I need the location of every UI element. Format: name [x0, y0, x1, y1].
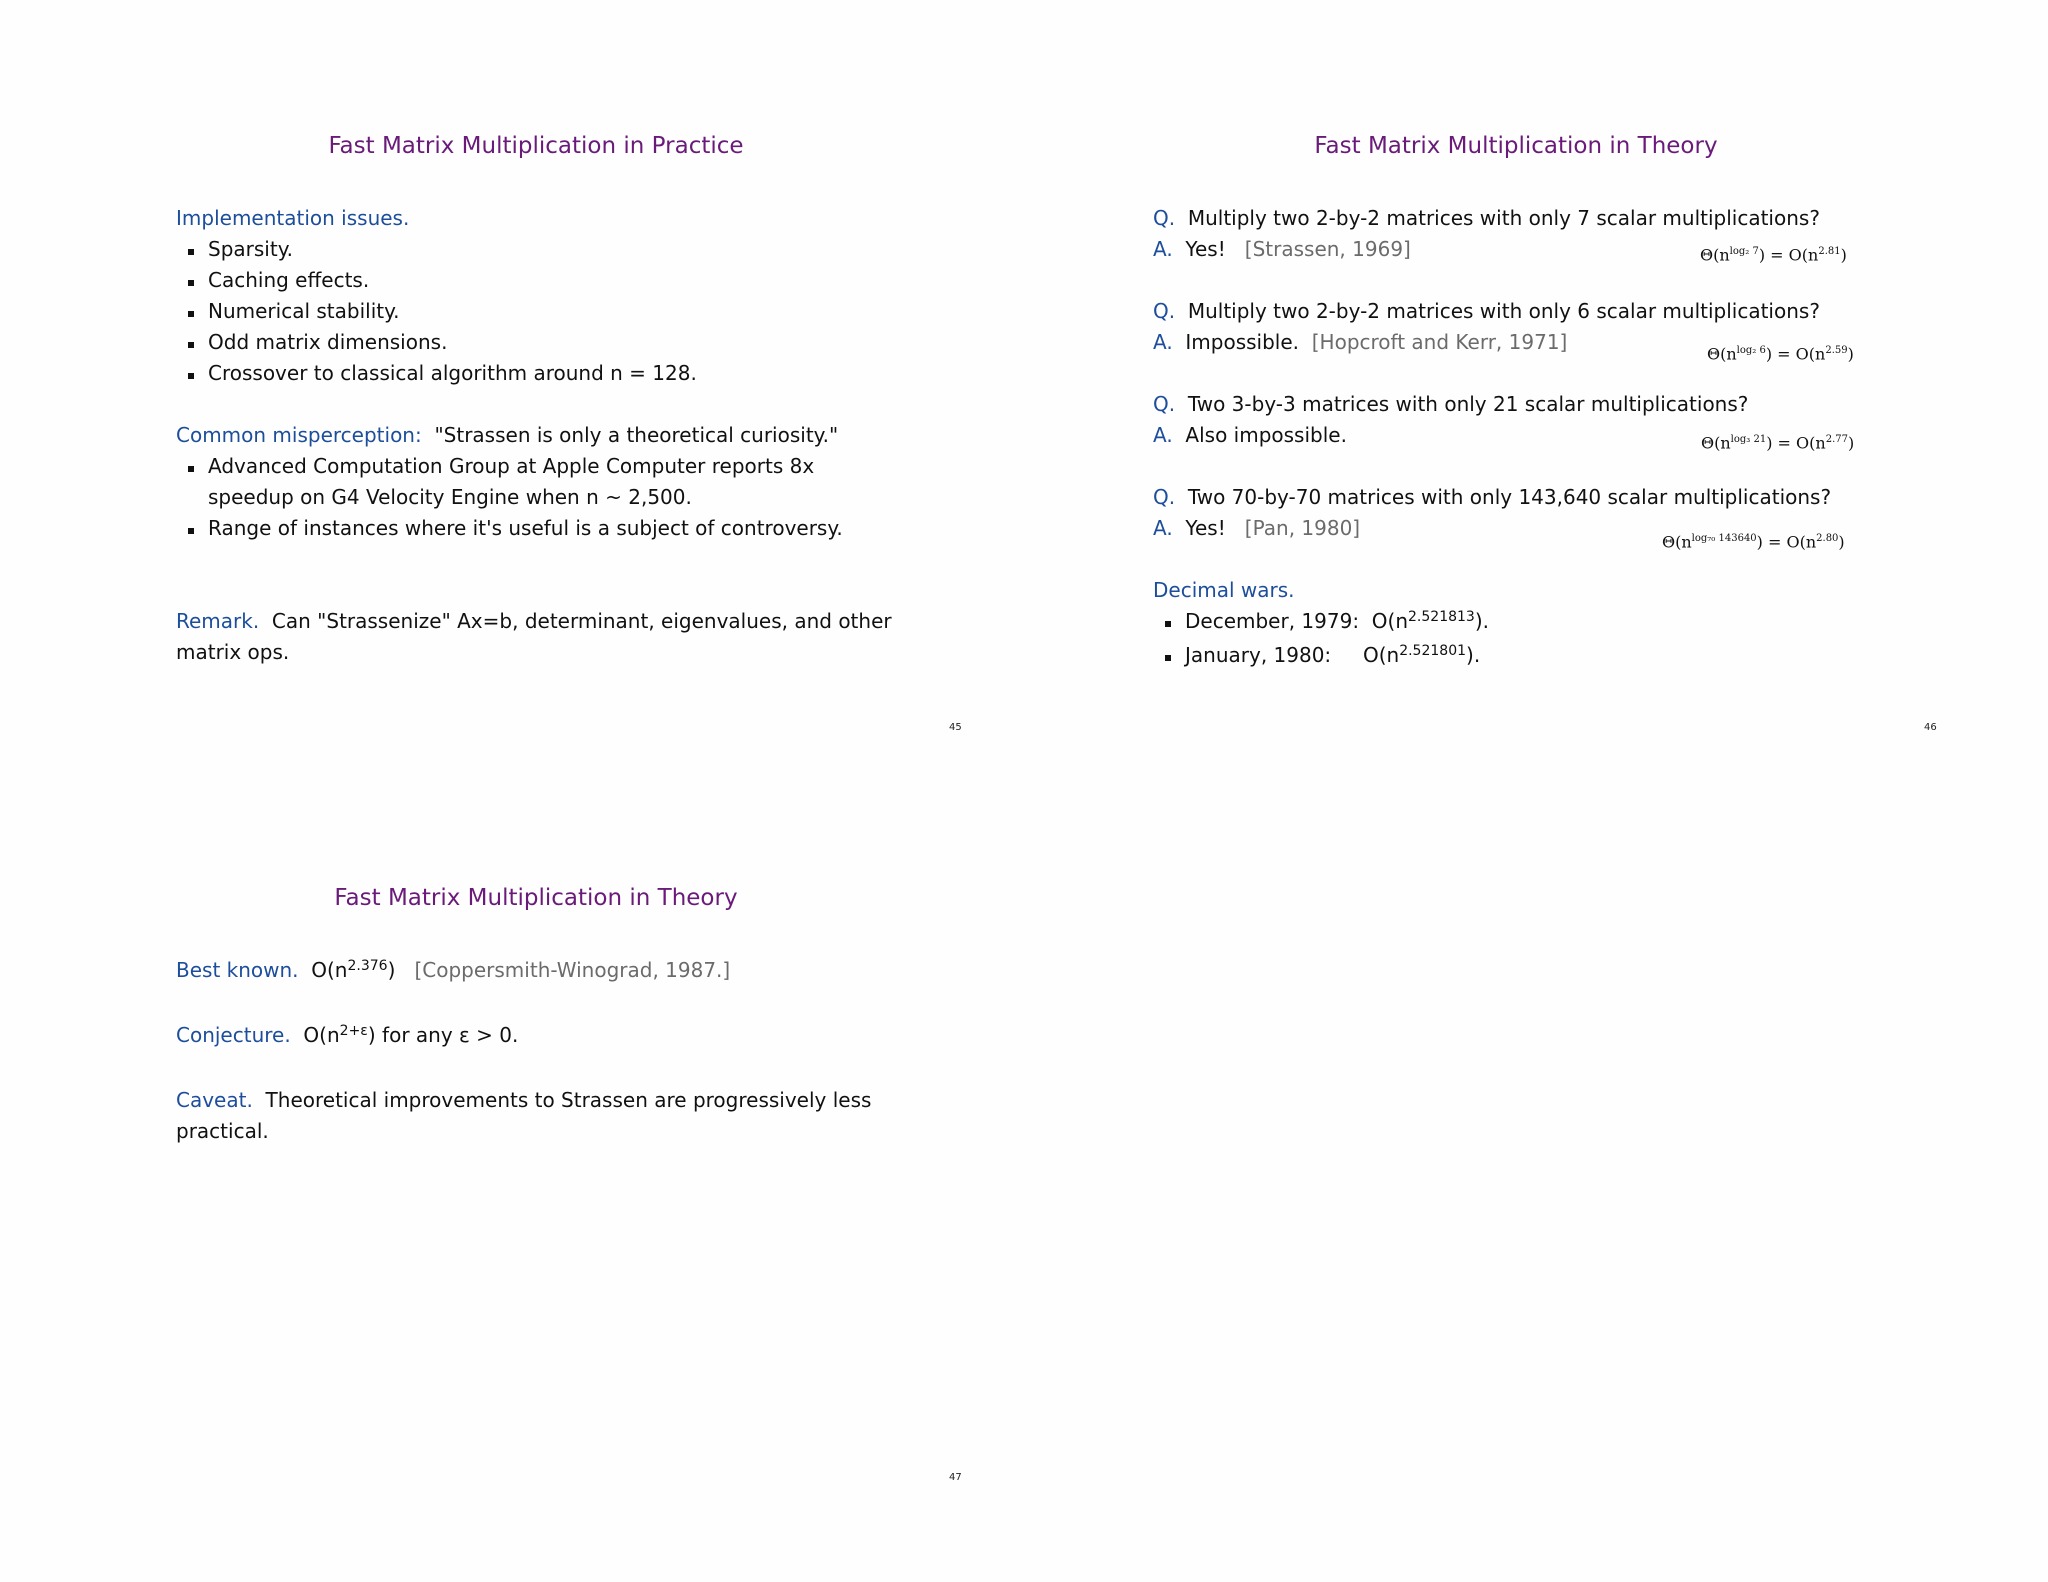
conjecture-line: Conjecture. $O(n^{2+\varepsilon})$ for any ε > 0. — [176, 1023, 519, 1047]
war-date: December, 1979: — [1185, 609, 1360, 633]
complexity-formula: $\Theta(n^{log_{70} 143640}) = O(n^{2.80})$ — [1662, 532, 1845, 552]
qa-answer — [1153, 513, 1996, 552]
list-item: Caching effects. — [176, 265, 1016, 296]
complexity-formula: $\Theta(n^{log_3 21}) = O(n^{2.77})$ — [1701, 433, 1855, 453]
qa-question — [1153, 389, 1996, 420]
list-item: January, 1980: $O(n^{2.521801})$. — [1153, 640, 1996, 674]
decimal-wars-list — [1153, 606, 1996, 674]
list-item: December, 1979: $O(n^{2.521813})$. — [1153, 606, 1996, 640]
remark-line — [176, 606, 1016, 637]
implementation-list — [176, 234, 1016, 389]
qa-question — [1153, 482, 1996, 513]
list-item: Crossover to classical algorithm around n = 128. — [176, 358, 1016, 389]
best-known-label: Best known. — [176, 958, 299, 982]
war-date: January, 1980: — [1185, 643, 1332, 667]
reference: [Hopcroft and Kerr, 1971] — [1311, 330, 1568, 354]
list-item: Range of instances where it's useful is a subject of controversy. — [176, 513, 1016, 544]
implementation-label: Implementation issues. — [176, 206, 410, 230]
list-item: Sparsity. — [176, 234, 1016, 265]
caveat-line — [176, 1085, 1016, 1116]
qa-answer — [1153, 420, 1996, 451]
complexity-formula: $\Theta(n^{log_2 6}) = O(n^{2.59})$ — [1707, 344, 1854, 364]
page-number: 45 — [949, 722, 962, 733]
a-label: A. — [1153, 330, 1173, 354]
misperception-line — [176, 420, 1016, 451]
question-text: Two 3-by-3 matrices with only 21 scalar multiplications? — [1187, 392, 1749, 416]
caveat-text: Theoretical improvements to Strassen are progressively less — [265, 1088, 872, 1112]
page-number: 46 — [1924, 722, 1937, 733]
q-label: Q. — [1153, 299, 1176, 323]
reference: [Pan, 1980] — [1244, 516, 1361, 540]
qa-answer — [1153, 327, 1996, 364]
slide-content — [176, 955, 1016, 1147]
answer-text: Also impossible. — [1185, 423, 1347, 447]
q-label: Q. — [1153, 485, 1176, 509]
slide-content — [176, 203, 1016, 668]
q-label: Q. — [1153, 206, 1176, 230]
slide-title: Fast Matrix Multiplication in Theory — [1314, 133, 1718, 159]
question-text: Multiply two 2-by-2 matrices with only 6 scalar multiplications? — [1187, 299, 1820, 323]
reference: [Strassen, 1969] — [1244, 237, 1411, 261]
answer-text: Impossible. — [1185, 330, 1300, 354]
question-text: Multiply two 2-by-2 matrices with only 7 scalar multiplications? — [1187, 206, 1820, 230]
slide-title: Fast Matrix Multiplication in Theory — [334, 885, 738, 911]
misperception-text: "Strassen is only a theoretical curiosity." — [434, 423, 839, 447]
remark-text: Can "Strassenize" Ax=b, determinant, eigenvalues, and other — [271, 609, 892, 633]
slide-45 — [56, 15, 1016, 735]
list-item: Numerical stability. — [176, 296, 1016, 327]
list-item-line: Advanced Computation Group at Apple Computer reports 8x — [208, 454, 815, 478]
complexity-formula: $\Theta(n^{log_2 7}) = O(n^{2.81})$ — [1700, 245, 1847, 265]
qa-answer — [1153, 234, 1996, 265]
qa-question — [1153, 296, 1996, 327]
qa-question — [1153, 203, 1996, 234]
remark-line-2: matrix ops. — [176, 640, 290, 664]
answer-text: Yes! — [1185, 516, 1226, 540]
list-item-line: speedup on G4 Velocity Engine when n ~ 2,500. — [208, 485, 692, 509]
reference: [Coppersmith-Winograd, 1987.] — [414, 958, 731, 982]
remark-label: Remark. — [176, 609, 260, 633]
q-label: Q. — [1153, 392, 1176, 416]
question-text: Two 70-by-70 matrices with only 143,640 scalar multiplications? — [1187, 485, 1832, 509]
a-label: A. — [1153, 237, 1173, 261]
a-label: A. — [1153, 516, 1173, 540]
slide-47 — [56, 767, 1016, 1487]
slide-title: Fast Matrix Multiplication in Practice — [328, 133, 744, 159]
misperception-list — [176, 451, 1016, 544]
list-item: Odd matrix dimensions. — [176, 327, 1016, 358]
best-known-line: Best known. $O(n^{2.376})$ [Coppersmith-Winograd, 1987.] — [176, 958, 731, 982]
list-item — [176, 451, 1016, 513]
slide-46 — [1036, 15, 1996, 735]
misperception-label: Common misperception: — [176, 423, 422, 447]
decimal-wars-label: Decimal wars. — [1153, 578, 1295, 602]
conjecture-label: Conjecture. — [176, 1023, 291, 1047]
a-label: A. — [1153, 423, 1173, 447]
slide-content — [1153, 203, 1996, 674]
caveat-line-2: practical. — [176, 1119, 269, 1143]
caveat-label: Caveat. — [176, 1088, 253, 1112]
answer-text: Yes! — [1185, 237, 1226, 261]
page-number: 47 — [949, 1472, 962, 1483]
